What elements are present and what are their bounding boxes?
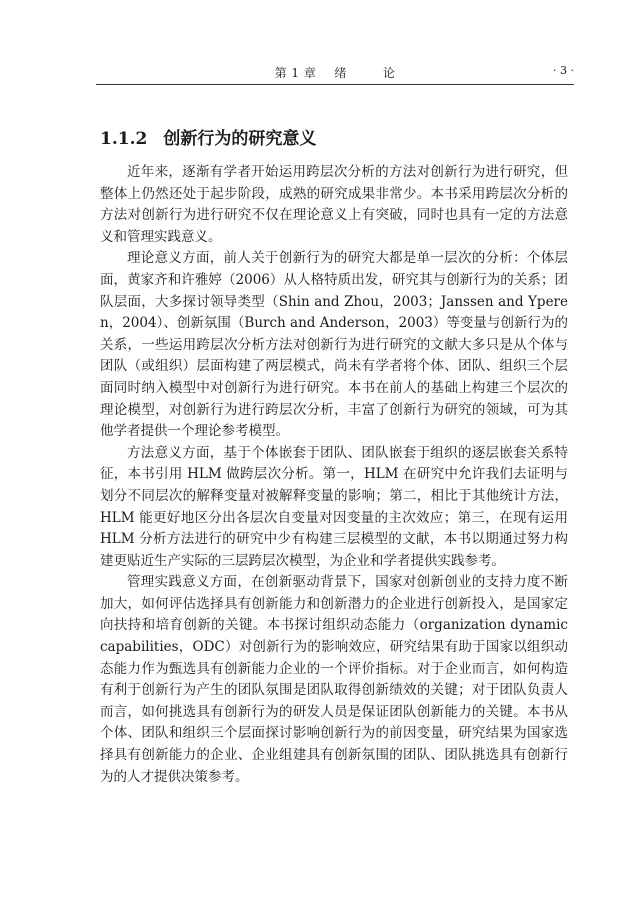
running-header [96,62,574,84]
section-number: 1.1.2 [100,129,148,149]
chapter-heading [96,64,574,81]
chapter-label: 第 1 章 [274,66,317,80]
paragraph-intro: 近年来，逐渐有学者开始运用跨层次分析的方法对创新行为进行研究，但整体上仍然还处于起步阶段，成熟的研究成果非常少。本书采用跨层次分析的方法对创新行为进行研究不仅在理论意义上有突破，同时也具有一定的方法意义和管理实践意义。 [100,164,568,245]
header-divider [96,84,574,85]
paragraph-methodological-significance: 方法意义方面，基于个体嵌套于团队、团队嵌套于组织的逐层嵌套关系特征，本书引用 HLM 做跨层次分析。第一，HLM 在研究中允许我们去证明与划分不同层次的解释变量对被解释变量的影响；第二，相比于其他统计方法，HLM 能更好地区分出各层次自变量对因变量的主次效应；第三，在现有运用 HLM 分析方法进行的研究中少有构建三层模型的文献，本书以期通过努力构建更贴近生产实际的三层跨层次模型，为企业和学者提供实践参考。 [100,444,568,569]
paragraph-theoretical-significance: 理论意义方面，前人关于创新行为的研究大都是单一层次的分析：个体层面，黄家齐和许雅婷（2006）从人格特质出发，研究其与创新行为的关系；团队层面，大多探讨领导类型（Shin and Zhou，2003；Janssen and Yperen，2004）、创新氛围（Burch and Anderson，2003）等变量与创新行为的关系，一些运用跨层次分析方法对创新行为进行研究的文献大多只是从个体与团队（或组织）层面构建了两层模式，尚未有学者将个体、团队、组织三个层面同时纳入模型中对创新行为进行研究。本书在前人的基础上构建三个层次的理论模型，对创新行为进行跨层次分析，丰富了创新行为研究的领域，可为其他学者提供一个理论参考模型。 [100,250,568,440]
page-number: · 3 · [553,64,574,77]
chapter-title-right: 论 [382,66,396,80]
section-heading [100,124,570,149]
section-title: 创新行为的研究意义 [163,129,317,149]
paragraph-managerial-significance: 管理实践意义方面，在创新驱动背景下，国家对创新创业的支持力度不断加大，如何评估选择具有创新能力和创新潜力的企业进行创新投入，是国家定向扶持和培育创新的关键。本书探讨组织动态能力（organization dynamic capabilities，ODC）对创新行为的影响效应，研究结果有助于国家以组织动态能力作为甄选具有创新能力企业的一个评价指标。对于企业而言，如何构造有利于创新行为产生的团队氛围是团队取得创新绩效的关键；对于团队负责人而言，如何挑选具有创新行为的研发人员是保证团队创新能力的关键。本书从个体、团队和组织三个层面探讨影响创新行为的前因变量，研究结果为国家选择具有创新能力的企业、企业组建具有创新氛围的团队、团队挑选具有创新行为的人才提供决策参考。 [100,574,568,785]
body-text [100,162,568,788]
chapter-title-left: 绪 [334,66,347,80]
